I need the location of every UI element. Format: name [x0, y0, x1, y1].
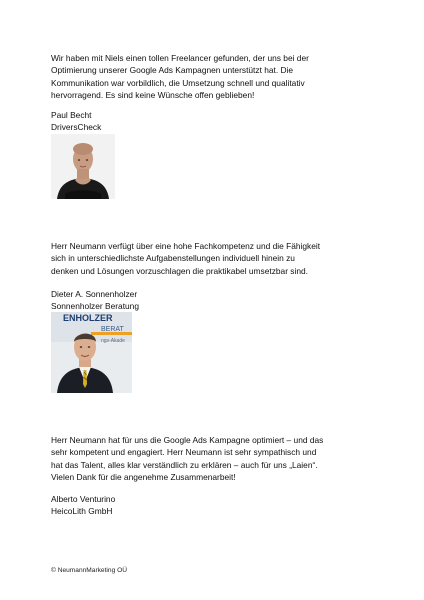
- testimonial-2-author: [51, 289, 381, 312]
- author-name: Paul Becht: [51, 110, 92, 120]
- testimonial-3-author: [51, 494, 381, 517]
- author-company: HeicoLith GmbH: [51, 505, 113, 516]
- author-name: Alberto Venturino: [51, 494, 116, 504]
- testimonial-3: [51, 434, 381, 484]
- author-photo-paul-becht: [51, 134, 115, 199]
- sign-text-line-3: ngs-Akade: [101, 338, 125, 344]
- sign-text-line-2: BERAT: [101, 326, 124, 333]
- testimonial-1-author: [51, 110, 381, 133]
- testimonial-quote: Herr Neumann verfügt über eine hohe Fachkompetenz und die Fähigkeit sich in unterschiedlichste Aufgabenstellungen individuell hinein zu denken und Lösungen vorzuschlagen die praktikabel umsetzbar sind.: [51, 241, 321, 276]
- testimonial-quote: Herr Neumann hat für uns die Google Ads Kampagne optimiert – und das sehr kompetent und engagiert. Herr Neumann ist sehr sympathisch und hat das Talent, alles klar verständlich zu erklären – auch für uns „Laien“. Vielen Dank für die angenehme Zusammenarbeit!: [51, 435, 324, 483]
- author-name: Dieter A. Sonnenholzer: [51, 289, 138, 299]
- testimonial-1: [51, 52, 381, 102]
- testimonial-quote: Wir haben mit Niels einen tollen Freelancer gefunden, der uns bei der Optimierung unserer Google Ads Kampagnen unterstützt hat. Die Kommunikation war vorbildlich, die Umsetzung schnell und qualitativ hervorragend. Es sind keine Wünsche offen geblieben!: [51, 53, 309, 101]
- author-company: Sonnenholzer Beratung: [51, 300, 140, 311]
- sign-text-line-1: ENHOLZER: [63, 313, 113, 323]
- testimonial-2: [51, 240, 381, 277]
- author-company: DriversCheck: [51, 121, 102, 132]
- footer-copyright: © NeumannMarketing OÜ: [51, 567, 127, 574]
- author-photo-dieter-sonnenholzer: [51, 312, 132, 393]
